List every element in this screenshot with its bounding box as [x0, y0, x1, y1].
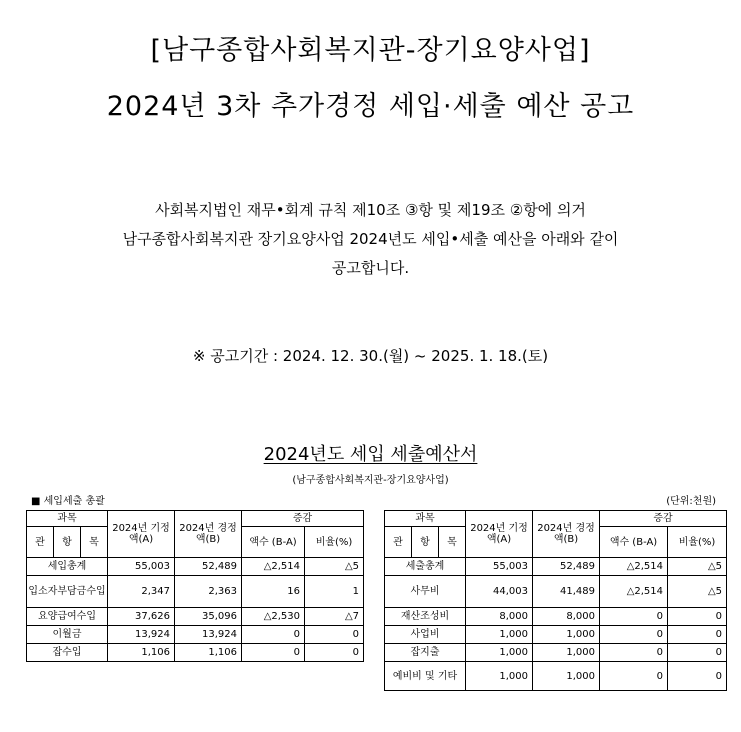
row-new: 1,000 — [533, 662, 600, 691]
table-row — [27, 626, 364, 644]
row-new: 1,000 — [533, 644, 600, 662]
row-prev: 55,003 — [466, 558, 533, 576]
header-change: 증감 — [600, 511, 727, 527]
row-name: 세입총계 — [27, 558, 108, 576]
notice-period: ※ 공고기간 : 2024. 12. 30.(월) ~ 2025. 1. 18.(토) — [192, 347, 549, 365]
row-prev: 55,003 — [108, 558, 175, 576]
row-new: 52,489 — [533, 558, 600, 576]
table-row — [385, 644, 727, 662]
unit-label: (단위:천원) — [666, 496, 716, 507]
row-new: 8,000 — [533, 608, 600, 626]
row-ratio: 0 — [668, 608, 727, 626]
header-prev-budget: 2024년 기정액(A) — [108, 511, 175, 558]
row-ratio: △5 — [668, 576, 727, 608]
header-ratio: 비율(%) — [305, 527, 364, 558]
table-row — [385, 626, 727, 644]
row-name: 예비비 및 기타 — [385, 662, 466, 691]
row-ratio: 0 — [305, 644, 364, 662]
row-prev: 8,000 — [466, 608, 533, 626]
row-new: 52,489 — [175, 558, 242, 576]
page-title: [남구종합사회복지관-장기요양사업] — [150, 35, 591, 66]
revenue-table — [26, 510, 364, 662]
row-ratio: △5 — [305, 558, 364, 576]
row-diff: 0 — [242, 644, 305, 662]
row-diff: 0 — [600, 608, 668, 626]
header-new-budget: 2024년 경정액(B) — [533, 511, 600, 558]
row-new: 13,924 — [175, 626, 242, 644]
row-diff: △2,514 — [600, 576, 668, 608]
header-mok: 목 — [439, 527, 466, 558]
notice-text — [0, 196, 741, 283]
header-prev-budget: 2024년 기정액(A) — [466, 511, 533, 558]
row-diff: △2,530 — [242, 608, 305, 626]
table-row — [385, 662, 727, 691]
row-name: 요양급여수입 — [27, 608, 108, 626]
header-gwan: 관 — [385, 527, 412, 558]
page-subtitle: 2024년 3차 추가경정 세입·세출 예산 공고 — [106, 91, 635, 122]
table-row — [27, 608, 364, 626]
row-prev: 44,003 — [466, 576, 533, 608]
row-name: 재산조성비 — [385, 608, 466, 626]
row-new: 41,489 — [533, 576, 600, 608]
row-prev: 1,000 — [466, 644, 533, 662]
row-name: 사무비 — [385, 576, 466, 608]
row-prev: 37,626 — [108, 608, 175, 626]
row-name: 잡지출 — [385, 644, 466, 662]
document-title-text: 2024년도 세입 세출예산서 — [263, 444, 478, 465]
row-ratio: 1 — [305, 576, 364, 608]
row-prev: 2,347 — [108, 576, 175, 608]
row-name: 세출총계 — [385, 558, 466, 576]
row-prev: 1,000 — [466, 662, 533, 691]
row-new: 1,106 — [175, 644, 242, 662]
row-ratio: 0 — [668, 626, 727, 644]
header-hang: 항 — [54, 527, 81, 558]
row-diff: 16 — [242, 576, 305, 608]
row-prev: 1,000 — [466, 626, 533, 644]
expense-table — [384, 510, 727, 691]
section-label: ■ 세입세출 총괄 — [31, 496, 105, 507]
header-amount: 액수 (B-A) — [242, 527, 305, 558]
table-row — [27, 576, 364, 608]
notice-line: 사회복지법인 재무•회계 규칙 제10조 ③항 및 제19조 ②항에 의거 — [155, 201, 586, 219]
row-name: 잡수입 — [27, 644, 108, 662]
header-hang: 항 — [412, 527, 439, 558]
document-title — [0, 440, 741, 466]
row-ratio: 0 — [305, 626, 364, 644]
table-row — [385, 576, 727, 608]
row-name: 이월금 — [27, 626, 108, 644]
header-ratio: 비율(%) — [668, 527, 727, 558]
notice-line: 남구종합사회복지관 장기요양사업 2024년도 세입•세출 예산을 아래와 같이 — [122, 230, 619, 248]
row-name: 사업비 — [385, 626, 466, 644]
table-row — [27, 558, 364, 576]
row-diff: 0 — [242, 626, 305, 644]
row-diff: 0 — [600, 644, 668, 662]
table-row — [27, 644, 364, 662]
row-diff: 0 — [600, 626, 668, 644]
row-new: 1,000 — [533, 626, 600, 644]
notice-line: 공고합니다. — [331, 259, 410, 277]
header-mok: 목 — [81, 527, 108, 558]
header-gwan: 관 — [27, 527, 54, 558]
document-org: (남구종합사회복지관-장기요양사업) — [292, 475, 449, 486]
row-new: 2,363 — [175, 576, 242, 608]
row-diff: △2,514 — [600, 558, 668, 576]
row-prev: 1,106 — [108, 644, 175, 662]
row-diff: 0 — [600, 662, 668, 691]
header-amount: 액수 (B-A) — [600, 527, 668, 558]
row-prev: 13,924 — [108, 626, 175, 644]
row-ratio: 0 — [668, 662, 727, 691]
row-new: 35,096 — [175, 608, 242, 626]
header-account: 과목 — [27, 511, 108, 527]
table-row — [385, 558, 727, 576]
header-new-budget: 2024년 경정액(B) — [175, 511, 242, 558]
table-row — [385, 608, 727, 626]
row-ratio: △7 — [305, 608, 364, 626]
row-ratio: 0 — [668, 644, 727, 662]
row-name: 입소자부담금수입 — [27, 576, 108, 608]
row-diff: △2,514 — [242, 558, 305, 576]
header-account: 과목 — [385, 511, 466, 527]
header-change: 증감 — [242, 511, 364, 527]
row-ratio: △5 — [668, 558, 727, 576]
